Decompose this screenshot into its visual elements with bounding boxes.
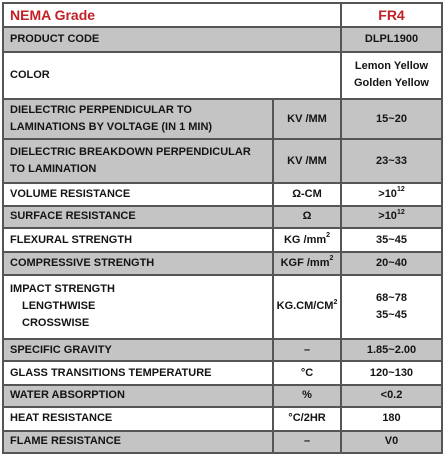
value-product-code: DLPL1900 bbox=[342, 28, 443, 52]
unit-base: KG.CM/CM bbox=[276, 300, 334, 313]
property-flame-resistance: FLAME RESISTANCE bbox=[2, 432, 274, 455]
color-option: Golden Yellow bbox=[354, 77, 429, 90]
value-impact-strength bbox=[342, 276, 443, 340]
unit-flexural-strength bbox=[274, 229, 342, 253]
table-row bbox=[2, 100, 443, 141]
property-line: LAMINATIONS BY VOLTAGE (IN 1 MIN) bbox=[10, 121, 213, 134]
unit-flame-resistance: – bbox=[274, 432, 342, 455]
unit-exponent: 2 bbox=[329, 255, 334, 263]
table-row bbox=[2, 184, 443, 206]
property-line: DIELECTRIC BREAKDOWN PERPENDICULAR bbox=[10, 146, 251, 159]
color-option: Lemon Yellow bbox=[354, 60, 429, 73]
unit-exponent: 2 bbox=[326, 232, 331, 240]
value-exponent: 12 bbox=[396, 208, 405, 216]
property-line: DIELECTRIC PERPENDICULAR TO bbox=[10, 104, 192, 117]
property-impact-strength bbox=[2, 276, 274, 340]
value-volume-resistance bbox=[342, 184, 443, 206]
table-row bbox=[2, 53, 443, 100]
table-row bbox=[2, 28, 443, 52]
unit-water-absorption: % bbox=[274, 386, 342, 408]
impact-value: 35~45 bbox=[376, 308, 407, 321]
value-base: >10 bbox=[378, 210, 397, 223]
property-glass-transition: GLASS TRANSITIONS TEMPERATURE bbox=[2, 362, 274, 385]
unit-dielectric-breakdown: KV /MM bbox=[274, 140, 342, 184]
value-glass-transition: 120~130 bbox=[342, 362, 443, 385]
table-row bbox=[2, 386, 443, 408]
unit-base: KGF /mm bbox=[280, 257, 330, 270]
table-row bbox=[2, 207, 443, 229]
impact-sub-item: LENGTHWISE bbox=[22, 300, 96, 313]
header-row bbox=[2, 2, 443, 28]
unit-dielectric-perpendicular: KV /MM bbox=[274, 100, 342, 141]
property-heat-resistance: HEAT RESISTANCE bbox=[2, 408, 274, 431]
table-row bbox=[2, 140, 443, 184]
impact-value: 68~78 bbox=[376, 291, 407, 304]
value-flame-resistance: V0 bbox=[342, 432, 443, 455]
table-row bbox=[2, 340, 443, 362]
property-specific-gravity: SPECIFIC GRAVITY bbox=[2, 340, 274, 362]
unit-exponent: 2 bbox=[333, 298, 338, 306]
value-dielectric-breakdown: 23~33 bbox=[342, 140, 443, 184]
table-row bbox=[2, 408, 443, 431]
spec-table bbox=[2, 2, 443, 454]
grade-value: FR4 bbox=[342, 2, 443, 28]
value-compressive-strength: 20~40 bbox=[342, 253, 443, 275]
property-water-absorption: WATER ABSORPTION bbox=[2, 386, 274, 408]
impact-sub-item: CROSSWISE bbox=[22, 317, 90, 330]
unit-base: KG /mm bbox=[283, 233, 327, 246]
unit-impact-strength bbox=[274, 276, 342, 340]
property-surface-resistance: SURFACE RESISTANCE bbox=[2, 207, 274, 229]
value-specific-gravity: 1.85~2.00 bbox=[342, 340, 443, 362]
table-row bbox=[2, 362, 443, 385]
value-water-absorption: <0.2 bbox=[342, 386, 443, 408]
unit-specific-gravity: – bbox=[274, 340, 342, 362]
value-base: >10 bbox=[378, 187, 397, 200]
value-heat-resistance: 180 bbox=[342, 408, 443, 431]
property-flexural-strength: FLEXURAL STRENGTH bbox=[2, 229, 274, 253]
value-flexural-strength: 35~45 bbox=[342, 229, 443, 253]
unit-volume-resistance: Ω-CM bbox=[274, 184, 342, 206]
property-line: TO LAMINATION bbox=[10, 163, 97, 176]
property-color: COLOR bbox=[2, 53, 342, 100]
unit-glass-transition: °C bbox=[274, 362, 342, 385]
property-line: IMPACT STRENGTH bbox=[10, 283, 115, 296]
table-row bbox=[2, 253, 443, 275]
property-volume-resistance: VOLUME RESISTANCE bbox=[2, 184, 274, 206]
property-dielectric-breakdown bbox=[2, 140, 274, 184]
unit-heat-resistance: °C/2HR bbox=[274, 408, 342, 431]
table-row bbox=[2, 276, 443, 340]
table-row bbox=[2, 229, 443, 253]
value-dielectric-perpendicular: 15~20 bbox=[342, 100, 443, 141]
nema-grade-label: NEMA Grade bbox=[2, 2, 342, 28]
unit-surface-resistance: Ω bbox=[274, 207, 342, 229]
value-exponent: 12 bbox=[396, 186, 405, 194]
table-row bbox=[2, 432, 443, 455]
value-color bbox=[342, 53, 443, 100]
property-dielectric-perpendicular bbox=[2, 100, 274, 141]
property-product-code: PRODUCT CODE bbox=[2, 28, 342, 52]
property-compressive-strength: COMPRESSIVE STRENGTH bbox=[2, 253, 274, 275]
unit-compressive-strength bbox=[274, 253, 342, 275]
value-surface-resistance bbox=[342, 207, 443, 229]
